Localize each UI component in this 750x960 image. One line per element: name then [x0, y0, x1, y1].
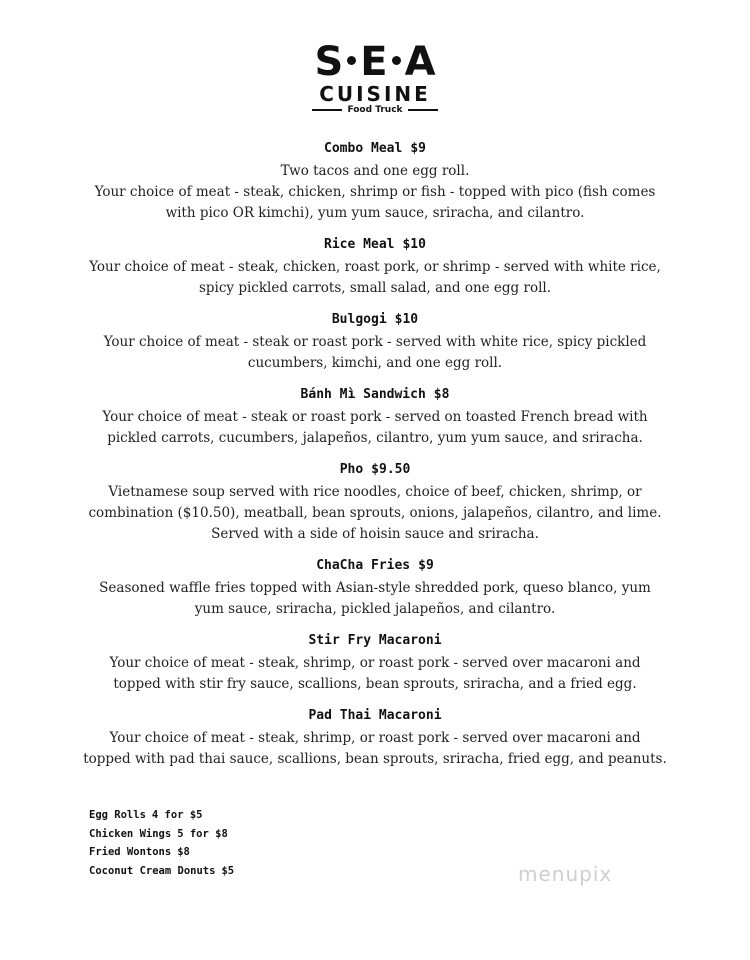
- side-item-name: Chicken Wings: [89, 827, 172, 840]
- brand-logo: [0, 40, 750, 116]
- menu-item-title: [60, 707, 690, 725]
- menu-item-title: [60, 140, 690, 158]
- menu-item-description: [60, 653, 690, 695]
- description-line: Seasoned waffle fries topped with Asian-style shredded pork, queso blanco, yum: [99, 580, 651, 596]
- menu-item-pho: [60, 461, 690, 545]
- menu-item-stir-fry-macaroni: [60, 632, 690, 695]
- menu-item-name: Pho: [339, 462, 364, 477]
- tagline-rule-left: [312, 109, 342, 111]
- tagline-rule-right: [408, 109, 438, 111]
- description-line: Your choice of meat - steak or roast pork - served on toasted French bread with: [102, 409, 648, 425]
- menu-item-name: Pad Thai Macaroni: [308, 708, 442, 723]
- logo-dot-icon: [347, 56, 356, 65]
- side-item-price: 5 for $8: [177, 827, 228, 840]
- description-line: Your choice of meat - steak, chicken, roast pork, or shrimp - served with white rice,: [89, 259, 661, 275]
- menu-item-description: [60, 257, 690, 299]
- side-item-chicken-wings: [89, 825, 234, 844]
- menu-item-name: Bulgogi: [331, 312, 387, 327]
- description-line: Your choice of meat - steak, chicken, shrimp or fish - topped with pico (fish comes: [94, 184, 656, 200]
- menu-item-description: [60, 578, 690, 620]
- logo-subtitle: CUISINE: [319, 82, 431, 106]
- menu-item-title: [60, 557, 690, 575]
- logo-letter-a: A: [404, 39, 436, 85]
- menu-item-title: [60, 386, 690, 404]
- side-item-price: $5: [221, 864, 235, 877]
- side-item-name: Egg Rolls: [89, 809, 146, 821]
- menu-item-description: [60, 161, 690, 224]
- menu-item-title: [60, 632, 690, 650]
- menu-item-rice-meal: [60, 236, 690, 299]
- description-line: Served with a side of hoisin sauce and sriracha.: [211, 526, 539, 542]
- description-line: Vietnamese soup served with rice noodles, choice of beef, chicken, shrimp, or: [108, 484, 642, 500]
- description-line: yum sauce, sriracha, pickled jalapeños, and cilantro.: [194, 601, 556, 617]
- menu-list: [60, 140, 690, 782]
- menu-item-title: [60, 311, 690, 329]
- description-line: spicy pickled carrots, small salad, and one egg roll.: [198, 280, 551, 296]
- menu-item-name: Combo Meal: [324, 141, 403, 156]
- menu-item-name: Stir Fry Macaroni: [308, 633, 442, 648]
- description-line: topped with pad thai sauce, scallions, bean sprouts, sriracha, fried egg, and peanuts.: [83, 751, 667, 767]
- menu-item-title: [60, 461, 690, 479]
- description-line: pickled carrots, cucumbers, jalapeños, cilantro, yum yum sauce, and sriracha.: [107, 430, 643, 446]
- description-line: cucumbers, kimchi, and one egg roll.: [247, 355, 503, 371]
- menu-item-description: [60, 332, 690, 374]
- menu-item-description: [60, 482, 690, 545]
- menu-item-pad-thai-macaroni: [60, 707, 690, 770]
- menu-item-price: $9.50: [371, 462, 411, 477]
- logo-tagline: Food Truck: [347, 105, 403, 115]
- side-item-price: 4 for $5: [151, 809, 203, 821]
- sides-list: [89, 806, 234, 880]
- logo-tagline-row: [0, 104, 750, 116]
- menu-item-chacha-fries: [60, 557, 690, 620]
- menu-item-price: $10: [394, 312, 419, 327]
- menu-item-name: ChaCha Fries: [316, 558, 411, 573]
- menu-item-title: [60, 236, 690, 254]
- menu-item-banh-mi-sandwich: [60, 386, 690, 449]
- description-line: with pico OR kimchi), yum yum sauce, sriracha, and cilantro.: [165, 205, 585, 221]
- description-line: Your choice of meat - steak or roast pork - served with white rice, spicy pickled: [103, 334, 647, 350]
- menu-item-description: [60, 728, 690, 770]
- side-item-fried-wontons: [89, 843, 234, 862]
- description-line: combination ($10.50), meatball, bean sprouts, onions, jalapeños, cilantro, and lime.: [88, 505, 662, 521]
- menu-item-price: $9: [418, 558, 434, 573]
- menu-item-combo-meal: [60, 140, 690, 224]
- side-item-coconut-cream-donuts: [89, 862, 234, 881]
- logo-letter-e: E: [360, 39, 388, 85]
- menu-item-name: Rice Meal: [324, 237, 395, 252]
- description-line: Your choice of meat - steak, shrimp, or roast pork - served over macaroni and: [109, 730, 641, 746]
- description-line: Two tacos and one egg roll.: [280, 163, 470, 179]
- side-item-egg-rolls: [89, 806, 234, 825]
- watermark: menupix: [518, 862, 613, 886]
- description-line: topped with stir fry sauce, scallions, bean sprouts, sriracha, and a fried egg.: [113, 676, 637, 692]
- side-item-name: Coconut Cream Donuts: [89, 864, 216, 877]
- menu-item-price: $9: [410, 141, 426, 156]
- menu-item-name: Bánh Mì Sandwich: [300, 387, 426, 402]
- logo-mark: [0, 40, 750, 84]
- menu-item-price: $10: [402, 237, 426, 252]
- side-item-name: Fried Wontons: [89, 846, 172, 858]
- menu-item-description: [60, 407, 690, 449]
- menu-item-price: $8: [433, 387, 450, 402]
- side-item-price: $8: [177, 846, 190, 858]
- logo-letter-s: S: [314, 39, 344, 85]
- menu-item-bulgogi: [60, 311, 690, 374]
- description-line: Your choice of meat - steak, shrimp, or roast pork - served over macaroni and: [109, 655, 641, 671]
- logo-dot-icon: [392, 56, 401, 65]
